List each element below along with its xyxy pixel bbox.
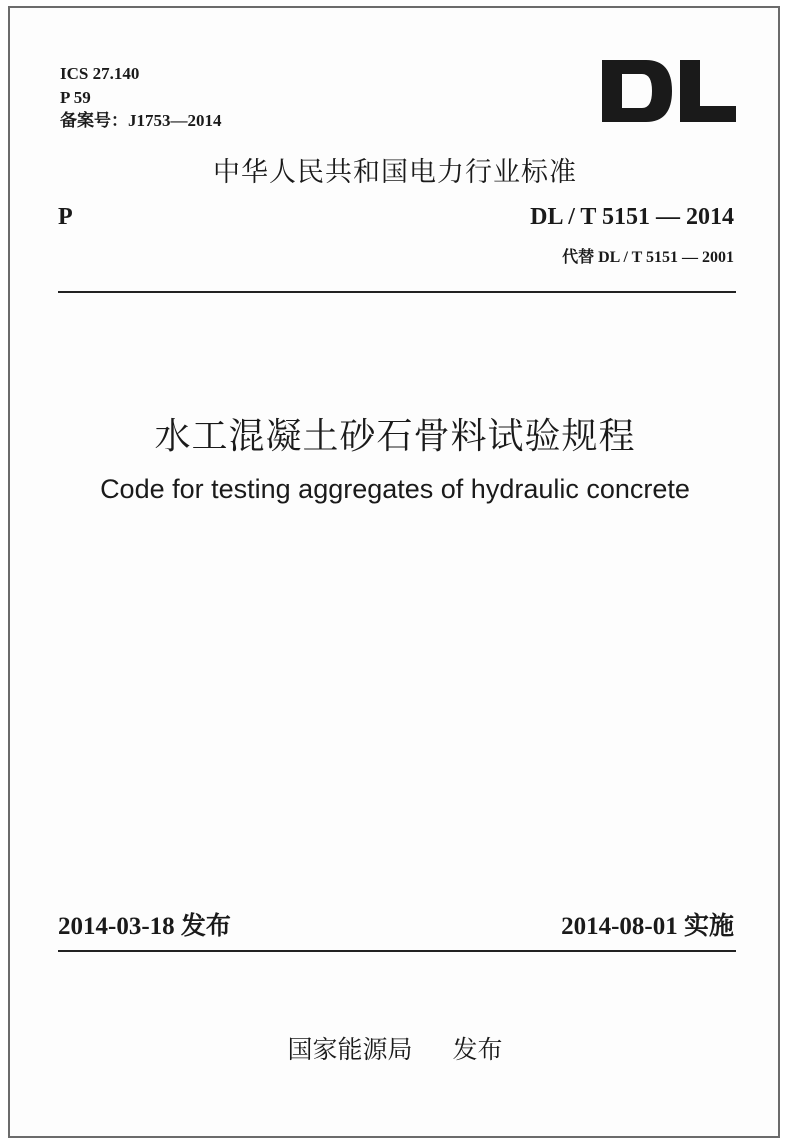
ics-code: ICS 27.140: [60, 64, 140, 83]
replaces-standard: 代替 DL / T 5151 — 2001: [562, 249, 734, 266]
bottom-divider: [58, 950, 736, 952]
standard-number: DL / T 5151 — 2014: [530, 204, 734, 230]
top-divider: [58, 291, 736, 293]
publisher-action: 发布: [452, 1035, 503, 1064]
document-title-cn: 水工混凝土砂石骨料试验规程: [154, 416, 636, 457]
dl-logo: [600, 58, 738, 124]
p-code: P 59: [60, 88, 91, 107]
publisher-name: 国家能源局: [287, 1035, 413, 1064]
category-code: P: [58, 204, 73, 230]
effective-date: 2014-08-01 实施: [561, 913, 734, 940]
record-number: 备案号：J1753—2014: [60, 111, 222, 130]
industry-standard-title: 中华人民共和国电力行业标准: [213, 157, 577, 188]
document-title-en: Code for testing aggregates of hydraulic concrete: [100, 474, 690, 504]
publisher-line: [0, 1030, 790, 1066]
issue-date: 2014-03-18 发布: [58, 913, 231, 940]
